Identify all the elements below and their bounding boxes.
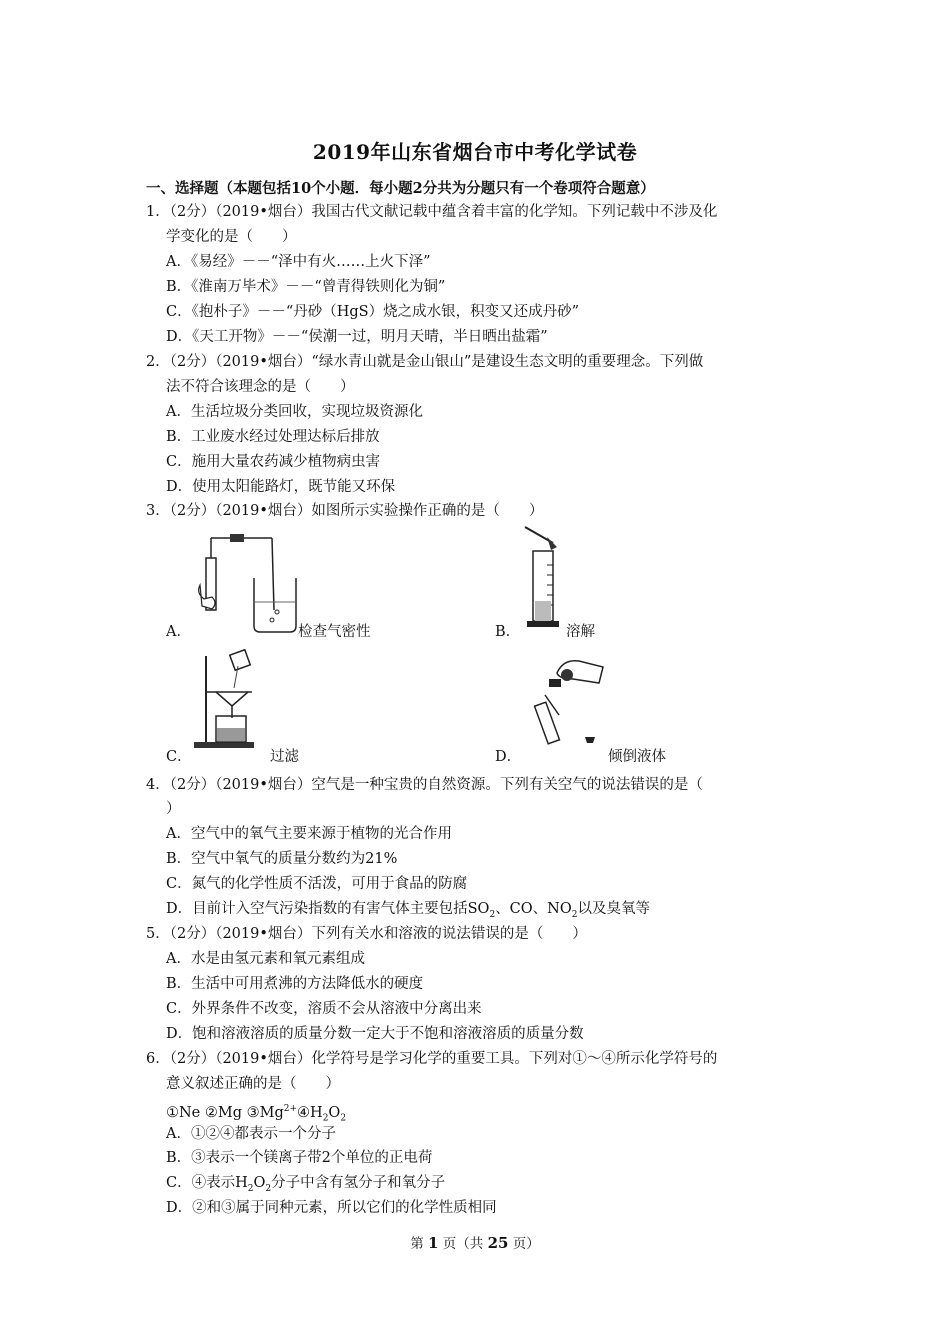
q4-stem-line2: ） bbox=[166, 801, 181, 817]
figure-filtration bbox=[190, 646, 270, 754]
q6-option-b: B．③表示一个镁离子带2个单位的正电荷 bbox=[166, 1150, 433, 1166]
q5-option-d: D．饱和溶液溶质的质量分数一定大于不饱和溶液溶质的质量分数 bbox=[166, 1026, 584, 1042]
q5-option-c: C．外界条件不改变，溶质不会从溶液中分离出来 bbox=[166, 1001, 482, 1017]
q4-option-b: B．空气中氧气的质量分数约为21% bbox=[166, 851, 398, 867]
q6-option-a: A．①②④都表示一个分子 bbox=[166, 1126, 336, 1142]
q3-option-d-caption: 倾倒液体 bbox=[608, 749, 666, 765]
q6-symbols: ①Ne ②Mg $③Mg^{2+}④H_2O_2$ bbox=[166, 1104, 347, 1124]
q4-option-d: D．目前计入空气污染指数的有害气体主要包括$SO_2$、CO、$NO_2$以及臭氧等 bbox=[166, 901, 650, 920]
page-number: 1 bbox=[428, 1234, 439, 1252]
figure-airtightness-check bbox=[192, 530, 302, 640]
q6-option-d: D．②和③属于同种元素，所以它们的化学性质相同 bbox=[166, 1200, 497, 1216]
q1-option-d: D．《天工开物》－－“侯潮一过，明月天晴，半日晒出盐霜” bbox=[166, 329, 548, 345]
q5-option-b: B．生活中可用煮沸的方法降低水的硬度 bbox=[166, 976, 424, 992]
q3-option-c-caption: 过滤 bbox=[270, 749, 299, 765]
page-title: 2019年山东省烟台市中考化学试卷 bbox=[312, 140, 638, 164]
section-heading: 一、选择题（本题包括10个小题．每小题2分共为分题只有一个卷项符合题意） bbox=[146, 180, 655, 197]
q1-stem-line2: 学变化的是（ ） bbox=[166, 229, 297, 245]
figure-pouring-liquid bbox=[515, 655, 605, 755]
q2-stem-line2: 法不符合该理念的是（ ） bbox=[166, 379, 355, 395]
q2-option-c: C．施用大量农药减少植物病虫害 bbox=[166, 454, 381, 470]
q3-stem: 3．（2分）（2019•烟台）如图所示实验操作正确的是（ ） bbox=[146, 503, 544, 519]
q2-option-a: A．生活垃圾分类回收，实现垃圾资源化 bbox=[166, 404, 423, 420]
q4-stem-line1: 4．（2分）（2019•烟台）空气是一种宝贵的自然资源。下列有关空气的说法错误的是（ bbox=[146, 777, 703, 793]
q1-option-a: A．《易经》－－“泽中有火……上火下泽” bbox=[166, 254, 431, 270]
q1-option-b: B．《淮南万毕术》－－“曾青得铁则化为铜” bbox=[166, 279, 446, 295]
q5-option-a: A．水是由氢元素和氧元素组成 bbox=[166, 951, 365, 967]
q1-stem-line1: 1．（2分）（2019•烟台）我国古代文献记载中蕴含着丰富的化学知。下列记载中不涉及化 bbox=[146, 204, 718, 220]
q1-option-c: C．《抱朴子》－－“丹砂（HgS）烧之成水银，积变又还成丹砂” bbox=[166, 304, 580, 320]
q2-option-d: D．使用太阳能路灯，既节能又环保 bbox=[166, 479, 396, 495]
q4-option-c: C．氮气的化学性质不活泼，可用于食品的防腐 bbox=[166, 876, 468, 892]
q6-stem-line2: 意义叙述正确的是（ ） bbox=[166, 1076, 340, 1092]
figure-dissolving bbox=[515, 523, 575, 633]
page-footer: 第 1 页（共 25 页） bbox=[410, 1234, 540, 1252]
q3-option-a-caption: 检查气密性 bbox=[298, 624, 371, 640]
q3-option-a-label: A． bbox=[166, 624, 191, 640]
q2-option-b: B．工业废水经过处理达标后排放 bbox=[166, 429, 380, 445]
q5-stem: 5．（2分）（2019•烟台）下列有关水和溶液的说法错误的是（ ） bbox=[146, 926, 587, 942]
q3-option-d-label: D． bbox=[495, 749, 522, 765]
q6-stem-line1: 6．（2分）（2019•烟台）化学符号是学习化学的重要工具。下列对①～④所示化学符号的 bbox=[146, 1051, 718, 1067]
q2-stem-line1: 2．（2分）（2019•烟台）“绿水青山就是金山银山”是建设生态文明的重要理念。下列做 bbox=[146, 354, 704, 370]
q6-option-c: C．④表示$H_2O_2$分子中含有氢分子和氧分子 bbox=[166, 1175, 446, 1194]
q3-option-b-label: B． bbox=[495, 624, 521, 640]
q4-option-a: A．空气中的氧气主要来源于植物的光合作用 bbox=[166, 826, 452, 842]
q3-option-b-caption: 溶解 bbox=[566, 624, 595, 640]
q3-option-c-label: C． bbox=[166, 749, 192, 765]
total-pages: 25 bbox=[487, 1234, 509, 1252]
